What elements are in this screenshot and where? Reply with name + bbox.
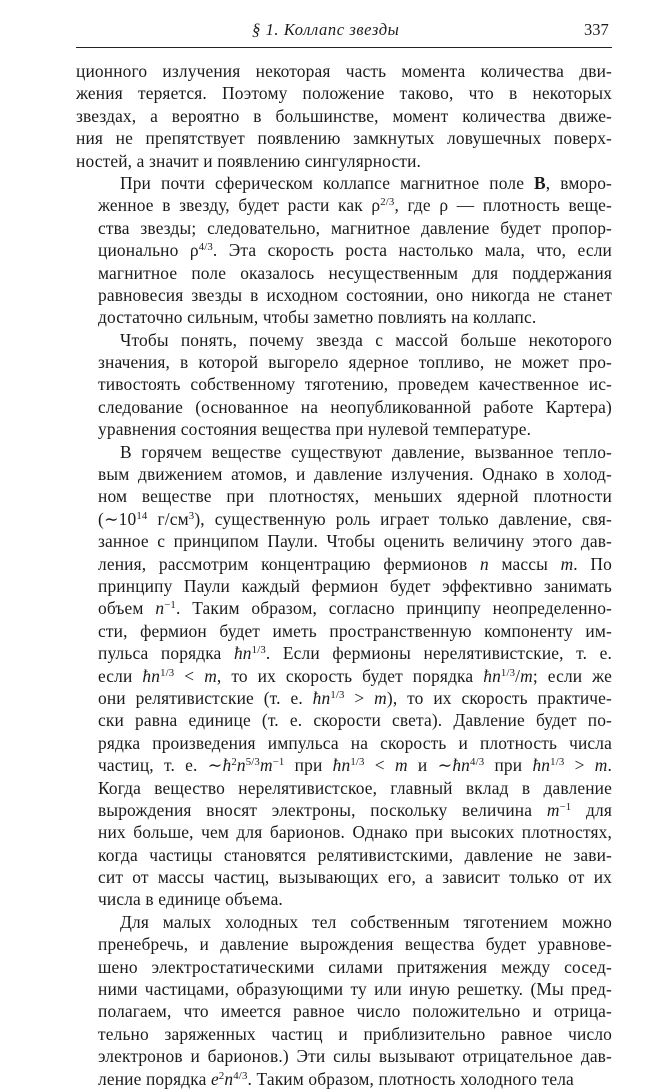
- text-line: электронов и барионов.) Эти силы вызывают отрицательное дав-: [98, 1046, 612, 1067]
- text-line: женное в звезду, будет расти как $\rho^{2/3}$, где ρ — плотность веще-: [98, 195, 612, 216]
- text-line: равновесия звезды в исходном состоянии, оно никогда не станет: [98, 284, 612, 305]
- text-line: В горячем веществе существуют давление, вызванное тепло-: [120, 441, 612, 462]
- page-number: 337: [584, 20, 609, 39]
- text-line: значения, в которой выгорело ядерное топливо, не может про-: [98, 352, 612, 373]
- text-line: пульса порядка $ħn^{1/3}$. Если фермионы нерелятивистские, т. е.: [98, 643, 612, 664]
- text-line: следование (основанное на неопубликованной работе Картера): [98, 396, 612, 417]
- text-line: ностей, а значит и появлению сингулярности.: [76, 150, 422, 171]
- text-line: сти, фермион будет иметь пространственную компоненту им-: [98, 620, 612, 641]
- text-line: ($\sim 10^{14}$ $г/см^3$), существенную роль играет только давление, свя-: [98, 508, 612, 529]
- text-line: пренебречь, и давление вырождения вещества будет уравнове-: [98, 934, 612, 955]
- text-line: Когда вещество нерелятивистское, главный вклад в давление: [98, 777, 612, 798]
- text-line: достаточно сильным, чтобы заметно повлиять на коллапс.: [98, 307, 537, 328]
- text-line: магнитное поле оказалось несущественным для поддержания: [98, 262, 612, 283]
- text-line: частиц, т. е. $\sim ħ^2n^{5/3}m^{-1}$ при $ħn^{1/3} < m$ и $\sim ħn^{4/3}$ при $ħn^{1/3} > m$.: [98, 755, 612, 776]
- text-line: рядка произведения импульса на скорость и плотность числа: [98, 732, 612, 753]
- text-line: они релятивистские (т. е. $ħn^{1/3} > m$), то их скорость практиче-: [98, 687, 612, 708]
- text-line: ства звезды; следовательно, магнитное давление будет пропор-: [98, 217, 612, 238]
- text-line: принципу Паули каждый фермион будет эффективно занимать: [98, 575, 612, 596]
- text-line: шено электростатическими силами притяжения между сосед-: [98, 956, 612, 977]
- text-line: них больше, чем для барионов. Однако при высоких плотностях,: [98, 822, 612, 843]
- text-line: если $ħn^{1/3} < m$, то их скорость будет порядка $ħn^{1/3}/m$; если же: [98, 665, 612, 686]
- text-line: объем $n^{-1}$. Таким образом, согласно принципу неопределенно-: [98, 598, 612, 619]
- text-line: При почти сферическом коллапсе магнитное поле B, вморо-: [120, 172, 612, 193]
- text-body: [76, 60, 612, 1090]
- text-line: ления, рассмотрим концентрацию фермионов n массы m. По: [98, 553, 612, 574]
- text-line: ционально $\rho^{4/3}$. Эта скорость роста настолько мала, что, если: [98, 240, 612, 261]
- text-line: ски равна единице (т. е. скорости света). Давление будет по-: [98, 710, 612, 731]
- text-line: тельно заряженных частиц и приблизительно равное число: [98, 1023, 612, 1044]
- text-line: Чтобы понять, почему звезда с массой больше некоторого: [120, 329, 612, 350]
- text-line: жения теряется. Поэтому положение таково, что в некоторых: [76, 83, 612, 104]
- paragraph: [76, 911, 612, 1090]
- text-line: вым движением атомов, и давление излучения. Однако в холод-: [98, 464, 612, 485]
- text-line: тивостоять собственному тяготению, проведем качественное ис-: [98, 374, 612, 395]
- paragraph: [76, 172, 612, 329]
- running-title: § 1. Коллапс звезды: [252, 20, 400, 39]
- paragraph: [76, 329, 612, 441]
- text-line: когда частицы становятся релятивистскими, давление не зави-: [98, 844, 612, 865]
- header-rule: [76, 47, 612, 48]
- text-line: сит от массы частиц, вызывающих его, а зависит только от их: [98, 867, 612, 888]
- text-line: ном веществе при плотностях, меньших ядерной плотности: [98, 486, 612, 507]
- text-line: уравнения состояния вещества при нулевой температуре.: [98, 419, 532, 440]
- paragraph: [76, 60, 612, 172]
- text-line: звездах, а вероятно в большинстве, момент количества движе-: [76, 105, 612, 126]
- text-line: полагаем, что имеется равное число положительно и отрица-: [98, 1001, 612, 1022]
- text-line: числа в единице объема.: [98, 889, 283, 910]
- paragraph: [76, 441, 612, 911]
- text-line: ционного излучения некоторая часть момента количества дви-: [76, 61, 612, 81]
- text-line: занное с принципом Паули. Чтобы оценить величину этого дав-: [98, 531, 612, 552]
- text-line: Для малых холодных тел собственным тяготением можно: [120, 911, 612, 932]
- text-line: вырождения вносят электроны, поскольку величина $m^{-1}$ для: [98, 799, 612, 820]
- text-line: ними частицами, образующими ту или иную решетку. (Мы пред-: [98, 979, 612, 1000]
- running-header: [0, 18, 650, 44]
- text-line: ния не препятствует появлению замкнутых ловушечных поверх-: [76, 128, 612, 149]
- text-line: ление порядка $e^2n^{4/3}$. Таким образом, плотность холодного тела: [98, 1068, 574, 1089]
